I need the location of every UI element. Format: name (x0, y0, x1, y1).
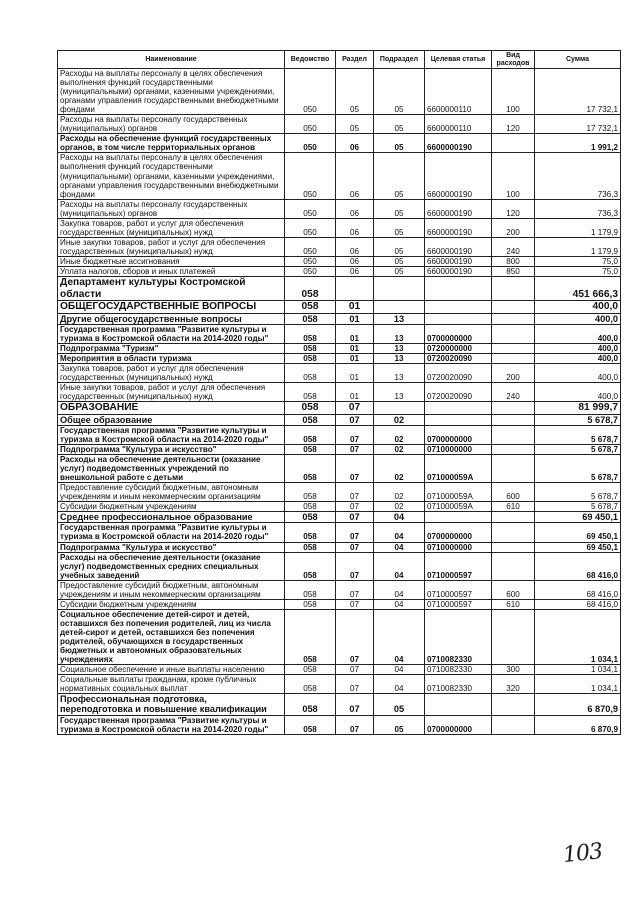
cell-vedomstvo: 058 (285, 301, 336, 314)
table-row (58, 502, 621, 512)
cell-podrazdel: 13 (374, 383, 425, 402)
cell-vid-raskhodov: 200 (492, 363, 535, 382)
cell-summa: 68 416,0 (535, 599, 621, 609)
cell-razdel: 01 (336, 324, 374, 343)
cell-vid-raskhodov: 850 (492, 266, 535, 276)
cell-vedomstvo: 058 (285, 512, 336, 523)
cell-razdel: 07 (336, 414, 374, 425)
cell-vedomstvo: 050 (285, 134, 336, 153)
cell-podrazdel: 05 (374, 153, 425, 199)
cell-razdel: 01 (336, 363, 374, 382)
table-row (58, 675, 621, 694)
cell-podrazdel: 05 (374, 715, 425, 734)
cell-podrazdel: 02 (374, 425, 425, 444)
cell-razdel: 06 (336, 256, 374, 266)
header-vid-raskhodov: Вид расходов (492, 51, 535, 69)
cell-name: Государственная программа "Развитие культуры и туризма в Костромской области на 2014-2020 годы" (58, 324, 285, 343)
cell-vid-raskhodov (492, 353, 535, 363)
cell-podrazdel: 04 (374, 599, 425, 609)
cell-podrazdel (374, 402, 425, 415)
cell-summa: 1 034,1 (535, 675, 621, 694)
cell-vid-raskhodov (492, 609, 535, 664)
cell-celevaya-statya: 0710082330 (425, 675, 492, 694)
cell-name: Расходы на выплаты персоналу в целях обеспечения выполнения функций государственными (муниципальными) органами, казенными учреждениями, органами управления государственными внебюджетными фондами (58, 153, 285, 199)
cell-vid-raskhodov (492, 301, 535, 314)
cell-summa: 68 416,0 (535, 580, 621, 599)
cell-summa: 1 034,1 (535, 609, 621, 664)
cell-celevaya-statya: 0710000597 (425, 580, 492, 599)
cell-summa: 81 999,7 (535, 402, 621, 415)
cell-celevaya-statya: 0720020090 (425, 383, 492, 402)
cell-name: Мероприятия в области туризма (58, 353, 285, 363)
cell-vedomstvo: 058 (285, 343, 336, 353)
cell-celevaya-statya: 0720020090 (425, 363, 492, 382)
table-row (58, 483, 621, 502)
cell-podrazdel: 04 (374, 552, 425, 580)
cell-razdel: 07 (336, 715, 374, 734)
table-row (58, 599, 621, 609)
cell-vedomstvo: 058 (285, 414, 336, 425)
cell-celevaya-statya (425, 301, 492, 314)
cell-podrazdel: 05 (374, 199, 425, 218)
cell-name: Расходы на обеспечение деятельности (оказание услуг) подведомственных средних специальных учебных заведений (58, 552, 285, 580)
cell-podrazdel: 13 (374, 353, 425, 363)
cell-vedomstvo: 050 (285, 237, 336, 256)
cell-celevaya-statya: 0720020090 (425, 353, 492, 363)
cell-celevaya-statya: 6600000190 (425, 266, 492, 276)
cell-summa: 1 034,1 (535, 665, 621, 675)
cell-vid-raskhodov: 100 (492, 69, 535, 115)
table-row (58, 425, 621, 444)
cell-razdel: 06 (336, 199, 374, 218)
table-row (58, 665, 621, 675)
cell-celevaya-statya: 0710000000 (425, 444, 492, 454)
cell-vedomstvo: 058 (285, 383, 336, 402)
cell-vid-raskhodov: 120 (492, 115, 535, 134)
cell-vid-raskhodov: 320 (492, 675, 535, 694)
cell-name: ОБРАЗОВАНИЕ (58, 402, 285, 415)
table-row (58, 694, 621, 715)
cell-podrazdel: 05 (374, 237, 425, 256)
cell-vid-raskhodov (492, 694, 535, 715)
cell-celevaya-statya (425, 694, 492, 715)
table-row (58, 324, 621, 343)
cell-vid-raskhodov (492, 523, 535, 542)
cell-summa: 5 678,7 (535, 414, 621, 425)
cell-summa: 75,0 (535, 266, 621, 276)
table-row (58, 69, 621, 115)
cell-vedomstvo: 058 (285, 609, 336, 664)
cell-podrazdel: 05 (374, 256, 425, 266)
cell-celevaya-statya (425, 414, 492, 425)
table-row (58, 199, 621, 218)
table-row (58, 402, 621, 415)
cell-razdel: 07 (336, 425, 374, 444)
table-header-row (58, 51, 621, 69)
cell-razdel (336, 277, 374, 301)
cell-vid-raskhodov: 120 (492, 199, 535, 218)
cell-name: Подпрограмма "Культура и искусство" (58, 542, 285, 552)
cell-vedomstvo: 050 (285, 218, 336, 237)
cell-vedomstvo: 058 (285, 277, 336, 301)
cell-podrazdel: 04 (374, 523, 425, 542)
cell-celevaya-statya: 0710082330 (425, 609, 492, 664)
cell-celevaya-statya: 6600000190 (425, 218, 492, 237)
cell-celevaya-statya: 0700000000 (425, 715, 492, 734)
cell-razdel: 07 (336, 694, 374, 715)
cell-vid-raskhodov: 300 (492, 665, 535, 675)
cell-podrazdel: 02 (374, 483, 425, 502)
cell-summa: 17 732,1 (535, 69, 621, 115)
table-row (58, 715, 621, 734)
table-row (58, 218, 621, 237)
table-row (58, 512, 621, 523)
cell-razdel: 07 (336, 609, 374, 664)
table-row (58, 115, 621, 134)
table-row (58, 580, 621, 599)
cell-summa: 1 179,9 (535, 237, 621, 256)
cell-podrazdel: 02 (374, 502, 425, 512)
table-row (58, 542, 621, 552)
cell-celevaya-statya: 6600000110 (425, 69, 492, 115)
cell-podrazdel: 05 (374, 134, 425, 153)
cell-celevaya-statya (425, 512, 492, 523)
cell-razdel: 06 (336, 153, 374, 199)
cell-razdel: 07 (336, 523, 374, 542)
header-celevaya-statya: Целевая статья (425, 51, 492, 69)
cell-summa: 400,0 (535, 301, 621, 314)
cell-name: Департамент культуры Костромской области (58, 277, 285, 301)
budget-table (57, 50, 621, 735)
cell-name: Подпрограмма "Туризм" (58, 343, 285, 353)
cell-razdel: 07 (336, 542, 374, 552)
cell-vid-raskhodov: 240 (492, 383, 535, 402)
cell-razdel: 01 (336, 343, 374, 353)
cell-celevaya-statya: 071000059А (425, 454, 492, 482)
cell-celevaya-statya: 6600000190 (425, 199, 492, 218)
cell-vid-raskhodov (492, 552, 535, 580)
cell-vedomstvo: 058 (285, 502, 336, 512)
cell-summa: 400,0 (535, 363, 621, 382)
cell-celevaya-statya: 071000059А (425, 502, 492, 512)
table-body (58, 69, 621, 735)
cell-vedomstvo: 058 (285, 580, 336, 599)
cell-name: Иные закупки товаров, работ и услуг для обеспечения государственных (муниципальных) нужд (58, 383, 285, 402)
cell-celevaya-statya: 0710000597 (425, 552, 492, 580)
table-row (58, 444, 621, 454)
table-row (58, 153, 621, 199)
cell-vid-raskhodov (492, 414, 535, 425)
cell-podrazdel: 13 (374, 343, 425, 353)
header-podrazdel: Подраздел (374, 51, 425, 69)
table-row (58, 237, 621, 256)
cell-summa: 68 416,0 (535, 552, 621, 580)
cell-summa: 17 732,1 (535, 115, 621, 134)
cell-podrazdel (374, 277, 425, 301)
cell-razdel: 01 (336, 353, 374, 363)
cell-vid-raskhodov (492, 454, 535, 482)
cell-vid-raskhodov (492, 277, 535, 301)
table-row (58, 383, 621, 402)
cell-summa: 69 450,1 (535, 512, 621, 523)
table-row (58, 277, 621, 301)
cell-celevaya-statya (425, 277, 492, 301)
cell-podrazdel: 04 (374, 665, 425, 675)
cell-razdel: 07 (336, 512, 374, 523)
cell-summa: 400,0 (535, 383, 621, 402)
cell-summa: 6 870,9 (535, 715, 621, 734)
cell-celevaya-statya (425, 402, 492, 415)
cell-vedomstvo: 058 (285, 552, 336, 580)
cell-podrazdel: 02 (374, 444, 425, 454)
cell-podrazdel: 05 (374, 694, 425, 715)
cell-vid-raskhodov (492, 425, 535, 444)
cell-name: Субсидии бюджетным учреждениям (58, 599, 285, 609)
cell-vedomstvo: 058 (285, 665, 336, 675)
table-row (58, 313, 621, 324)
cell-vid-raskhodov: 100 (492, 153, 535, 199)
cell-name: Общее образование (58, 414, 285, 425)
cell-celevaya-statya: 6600000190 (425, 256, 492, 266)
cell-podrazdel: 02 (374, 454, 425, 482)
cell-vid-raskhodov: 600 (492, 580, 535, 599)
cell-summa: 69 450,1 (535, 523, 621, 542)
cell-vedomstvo: 058 (285, 444, 336, 454)
cell-summa: 69 450,1 (535, 542, 621, 552)
cell-name: Подпрограмма "Культура и искусство" (58, 444, 285, 454)
cell-summa: 400,0 (535, 324, 621, 343)
cell-vedomstvo: 058 (285, 353, 336, 363)
table-row (58, 523, 621, 542)
cell-vid-raskhodov: 200 (492, 218, 535, 237)
cell-summa: 736,3 (535, 153, 621, 199)
cell-summa: 1 991,2 (535, 134, 621, 153)
cell-razdel: 01 (336, 383, 374, 402)
cell-name: Среднее профессиональное образование (58, 512, 285, 523)
cell-celevaya-statya: 0700000000 (425, 425, 492, 444)
cell-vid-raskhodov (492, 402, 535, 415)
cell-razdel: 07 (336, 483, 374, 502)
cell-name: Иные закупки товаров, работ и услуг для обеспечения государственных (муниципальных) нужд (58, 237, 285, 256)
cell-razdel: 01 (336, 301, 374, 314)
cell-razdel: 01 (336, 313, 374, 324)
cell-vid-raskhodov (492, 512, 535, 523)
cell-summa: 400,0 (535, 343, 621, 353)
cell-celevaya-statya: 0710000597 (425, 599, 492, 609)
cell-vedomstvo: 058 (285, 694, 336, 715)
cell-razdel: 07 (336, 444, 374, 454)
cell-celevaya-statya: 0710082330 (425, 665, 492, 675)
cell-vedomstvo: 050 (285, 153, 336, 199)
cell-name: Субсидии бюджетным учреждениям (58, 502, 285, 512)
cell-razdel: 07 (336, 552, 374, 580)
cell-celevaya-statya: 071000059А (425, 483, 492, 502)
cell-podrazdel: 13 (374, 313, 425, 324)
cell-vedomstvo: 058 (285, 675, 336, 694)
cell-celevaya-statya: 0710000000 (425, 542, 492, 552)
cell-podrazdel (374, 301, 425, 314)
table-row (58, 552, 621, 580)
cell-vedomstvo: 050 (285, 199, 336, 218)
cell-vedomstvo: 058 (285, 363, 336, 382)
table-row (58, 609, 621, 664)
cell-vedomstvo: 050 (285, 69, 336, 115)
cell-vedomstvo: 058 (285, 313, 336, 324)
table-row (58, 414, 621, 425)
cell-vid-raskhodov: 610 (492, 502, 535, 512)
cell-name: Расходы на обеспечение функций государственных органов, в том числе территориальных органов (58, 134, 285, 153)
cell-summa: 5 678,7 (535, 483, 621, 502)
cell-name: Расходы на обеспечение деятельности (оказание услуг) подведомственных учреждений по внешкольной работе с детьми (58, 454, 285, 482)
cell-vedomstvo: 058 (285, 324, 336, 343)
cell-vedomstvo: 050 (285, 256, 336, 266)
cell-celevaya-statya: 6600000190 (425, 134, 492, 153)
cell-celevaya-statya: 0700000000 (425, 523, 492, 542)
header-razdel: Раздел (336, 51, 374, 69)
cell-celevaya-statya: 6600000110 (425, 115, 492, 134)
cell-razdel: 07 (336, 502, 374, 512)
table-row (58, 134, 621, 153)
cell-celevaya-statya: 6600000190 (425, 153, 492, 199)
cell-vedomstvo: 058 (285, 599, 336, 609)
cell-vid-raskhodov (492, 444, 535, 454)
cell-razdel: 05 (336, 115, 374, 134)
cell-name: Социальные выплаты гражданам, кроме публичных нормативных социальных выплат (58, 675, 285, 694)
cell-razdel: 05 (336, 69, 374, 115)
cell-vedomstvo: 058 (285, 483, 336, 502)
cell-razdel: 07 (336, 599, 374, 609)
cell-name: Другие общегосударственные вопросы (58, 313, 285, 324)
cell-name: Государственная программа "Развитие культуры и туризма в Костромской области на 2014-2020 годы" (58, 523, 285, 542)
cell-podrazdel: 04 (374, 542, 425, 552)
cell-name: Социальное обеспечение детей-сирот и детей, оставшихся без попечения родителей, лиц из числа детей-сирот и детей, оставшихся без попечения родителей, обучающихся в государственных бюджетных и автономных образовательных учреждениях (58, 609, 285, 664)
cell-name: Социальное обеспечение и иные выплаты населению (58, 665, 285, 675)
cell-vid-raskhodov (492, 324, 535, 343)
cell-name: Закупка товаров, работ и услуг для обеспечения государственных (муниципальных) нужд (58, 363, 285, 382)
cell-razdel: 06 (336, 237, 374, 256)
cell-razdel: 07 (336, 454, 374, 482)
cell-podrazdel: 04 (374, 512, 425, 523)
cell-vedomstvo: 058 (285, 454, 336, 482)
cell-podrazdel: 05 (374, 266, 425, 276)
cell-vid-raskhodov (492, 134, 535, 153)
cell-name: Иные бюджетные ассигнования (58, 256, 285, 266)
cell-name: Расходы на выплаты персоналу государственных (муниципальных) органов (58, 115, 285, 134)
cell-vedomstvo: 058 (285, 402, 336, 415)
cell-name: Предоставление субсидий бюджетным, автономным учреждениям и иным некоммерческим организациям (58, 483, 285, 502)
table-row (58, 266, 621, 276)
cell-name: Предоставление субсидий бюджетным, автономным учреждениям и иным некоммерческим организациям (58, 580, 285, 599)
cell-name: Закупка товаров, работ и услуг для обеспечения государственных (муниципальных) нужд (58, 218, 285, 237)
cell-summa: 5 678,7 (535, 444, 621, 454)
table-row (58, 363, 621, 382)
cell-celevaya-statya: 6600000190 (425, 237, 492, 256)
cell-podrazdel: 02 (374, 414, 425, 425)
cell-summa: 5 678,7 (535, 502, 621, 512)
cell-vedomstvo: 058 (285, 542, 336, 552)
cell-name: Государственная программа "Развитие культуры и туризма в Костромской области на 2014-2020 годы" (58, 425, 285, 444)
table-row (58, 343, 621, 353)
header-vedomstvo: Ведомство (285, 51, 336, 69)
cell-vid-raskhodov (492, 343, 535, 353)
page-number: 103 (561, 839, 604, 869)
cell-podrazdel: 05 (374, 115, 425, 134)
cell-summa: 451 666,3 (535, 277, 621, 301)
cell-vedomstvo: 058 (285, 523, 336, 542)
cell-vid-raskhodov: 800 (492, 256, 535, 266)
cell-summa: 75,0 (535, 256, 621, 266)
cell-celevaya-statya: 0720000000 (425, 343, 492, 353)
cell-celevaya-statya (425, 313, 492, 324)
cell-summa: 5 678,7 (535, 454, 621, 482)
cell-podrazdel: 04 (374, 609, 425, 664)
cell-name: Государственная программа "Развитие культуры и туризма в Костромской области на 2014-2020 годы" (58, 715, 285, 734)
cell-vid-raskhodov: 610 (492, 599, 535, 609)
cell-name: Расходы на выплаты персоналу государственных (муниципальных) органов (58, 199, 285, 218)
table-row (58, 256, 621, 266)
cell-vid-raskhodov: 240 (492, 237, 535, 256)
cell-razdel: 06 (336, 218, 374, 237)
cell-razdel: 06 (336, 134, 374, 153)
cell-summa: 736,3 (535, 199, 621, 218)
table-row (58, 301, 621, 314)
cell-razdel: 06 (336, 266, 374, 276)
header-summa: Сумма (535, 51, 621, 69)
cell-razdel: 07 (336, 402, 374, 415)
header-name: Наименование (58, 51, 285, 69)
cell-celevaya-statya: 0700000000 (425, 324, 492, 343)
cell-name: ОБЩЕГОСУДАРСТВЕННЫЕ ВОПРОСЫ (58, 301, 285, 314)
cell-summa: 6 870,9 (535, 694, 621, 715)
cell-summa: 400,0 (535, 353, 621, 363)
cell-name: Профессиональная подготовка, переподготовка и повышение квалификации (58, 694, 285, 715)
cell-vid-raskhodov: 600 (492, 483, 535, 502)
cell-razdel: 07 (336, 580, 374, 599)
cell-name: Уплата налогов, сборов и иных платежей (58, 266, 285, 276)
cell-vedomstvo: 050 (285, 266, 336, 276)
cell-podrazdel: 05 (374, 69, 425, 115)
cell-name: Расходы на выплаты персоналу в целях обеспечения выполнения функций государственными (муниципальными) органами, казенными учреждениями, органами управления государственными внебюджетными фондами (58, 69, 285, 115)
cell-vid-raskhodov (492, 313, 535, 324)
cell-podrazdel: 13 (374, 363, 425, 382)
cell-vedomstvo: 058 (285, 425, 336, 444)
cell-podrazdel: 13 (374, 324, 425, 343)
cell-podrazdel: 04 (374, 580, 425, 599)
cell-razdel: 07 (336, 675, 374, 694)
cell-summa: 1 179,9 (535, 218, 621, 237)
cell-summa: 5 678,7 (535, 425, 621, 444)
table-row (58, 454, 621, 482)
cell-podrazdel: 05 (374, 218, 425, 237)
cell-vid-raskhodov (492, 715, 535, 734)
cell-vedomstvo: 058 (285, 715, 336, 734)
cell-razdel: 07 (336, 665, 374, 675)
table-row (58, 353, 621, 363)
cell-vid-raskhodov (492, 542, 535, 552)
cell-summa: 400,0 (535, 313, 621, 324)
cell-podrazdel: 04 (374, 675, 425, 694)
cell-vedomstvo: 050 (285, 115, 336, 134)
